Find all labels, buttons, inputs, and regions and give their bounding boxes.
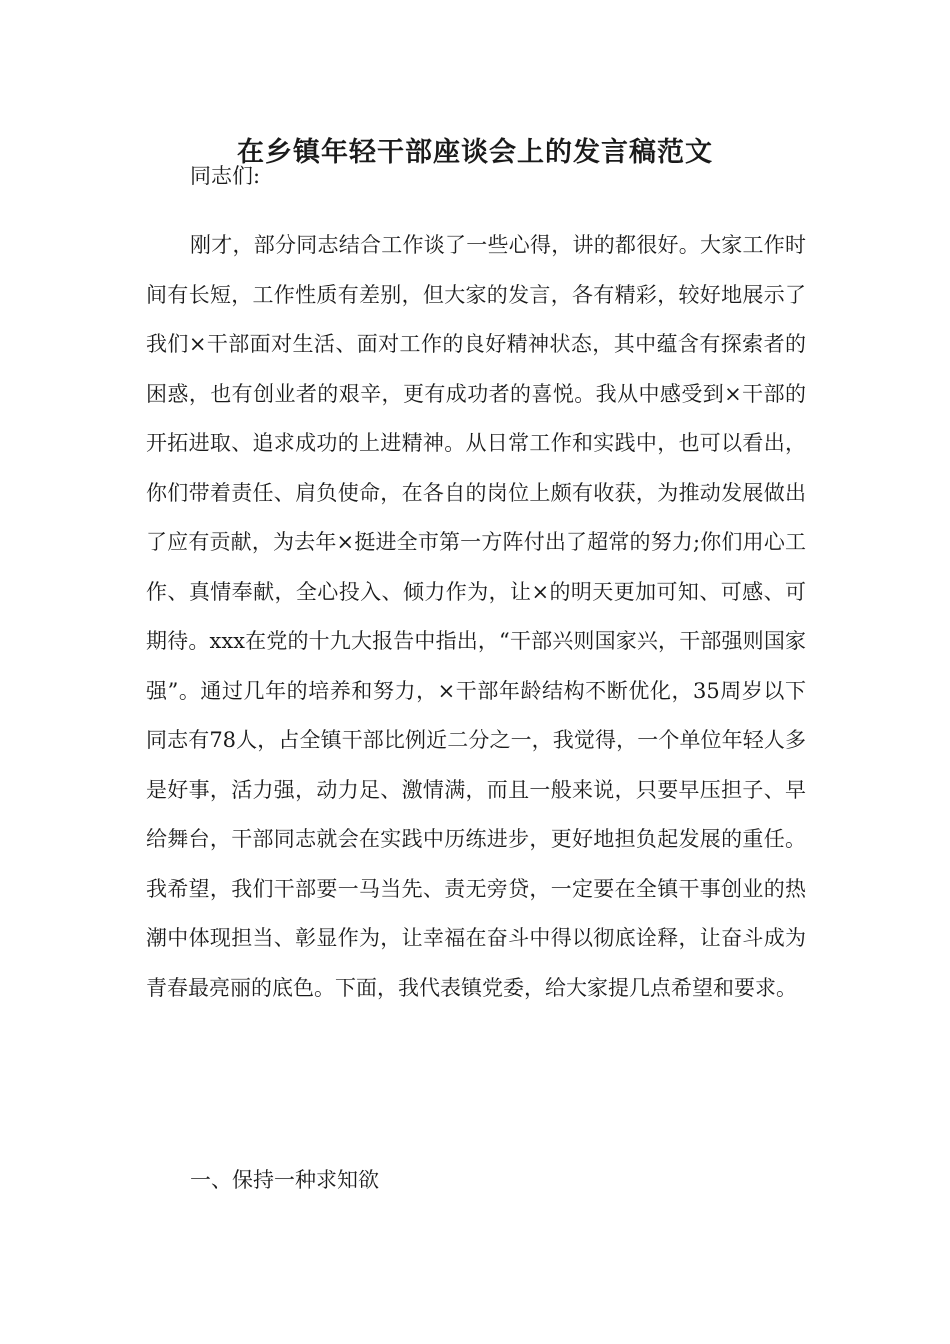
- section-heading: 一、保持一种求知欲: [190, 1168, 379, 1192]
- document-title: 在乡镇年轻干部座谈会上的发言稿范文: [237, 137, 713, 168]
- body-paragraph: 刚才，部分同志结合工作谈了一些心得，讲的都很好。大家工作时间有长短，工作性质有差别，但大家的发言，各有精彩，较好地展示了我们×干部面对生活、面对工作的良好精神状态，其中蕴含有探索者的困惑，也有创业者的艰辛，更有成功者的喜悦。我从中感受到×干部的开拓进取、追求成功的上进精神。从日常工作和实践中，也可以看出，你们带着责任、肩负使命，在各自的岗位上颇有收获，为推动发展做出了应有贡献，为去年×挺进全市第一方阵付出了超常的努力;你们用心工作、真情奉献，全心投入、倾力作为，让×的明天更加可知、可感、可期待。xxx在党的十九大报告中指出，“干部兴则国家兴，干部强则国家强”。通过几年的培养和努力，×干部年龄结构不断优化，35周岁以下同志有78人，占全镇干部比例近二分之一，我觉得，一个单位年轻人多是好事，活力强，动力足、激情满，而且一般来说，只要早压担子、早给舞台，干部同志就会在实践中历练进步，更好地担负起发展的重任。我希望，我们干部要一马当先、责无旁贷，一定要在全镇干事创业的热潮中体现担当、彰显作为，让幸福在奋斗中得以彻底诠释，让奋斗成为青春最亮丽的底色。下面，我代表镇党委，给大家提几点希望和要求。: [146, 233, 806, 1000]
- salutation: 同志们:: [190, 164, 261, 188]
